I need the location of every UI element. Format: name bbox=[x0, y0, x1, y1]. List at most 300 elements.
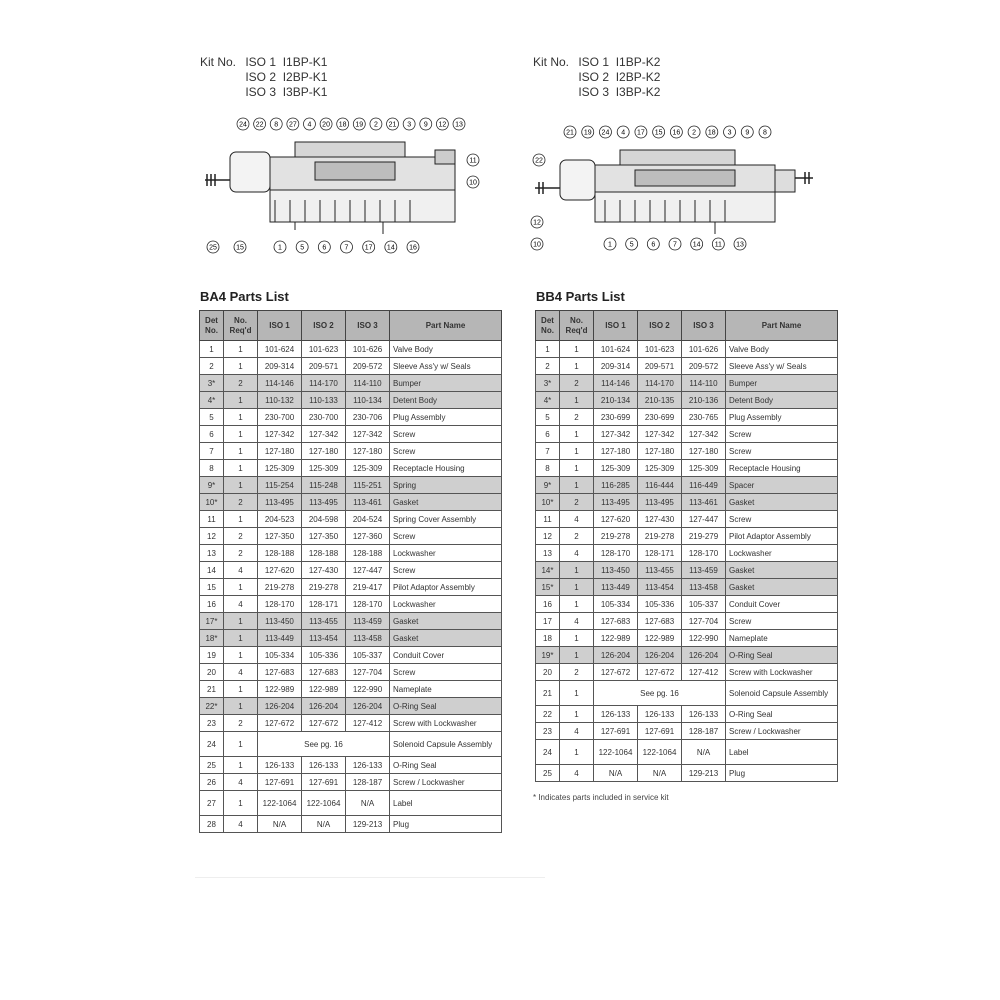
part-name-cell: Bumper bbox=[390, 375, 502, 392]
callout-number bbox=[741, 126, 753, 138]
det-no-cell: 23 bbox=[200, 715, 224, 732]
iso3-cell: 122-990 bbox=[346, 681, 390, 698]
iso2-cell: 114-170 bbox=[638, 375, 682, 392]
qty-cell: 1 bbox=[224, 341, 258, 358]
part-name-cell: Detent Body bbox=[726, 392, 838, 409]
callout-number bbox=[635, 126, 647, 138]
part-name-cell: Gasket bbox=[726, 579, 838, 596]
part-name-cell: O-Ring Seal bbox=[390, 757, 502, 774]
iso2-cell: 219-278 bbox=[638, 528, 682, 545]
part-name-cell: Nameplate bbox=[726, 630, 838, 647]
see-page-cell: See pg. 16 bbox=[258, 732, 390, 757]
iso2-cell: 113-455 bbox=[638, 562, 682, 579]
iso3-cell: 115-251 bbox=[346, 477, 390, 494]
iso1-cell: 127-672 bbox=[594, 664, 638, 681]
det-no-cell: 15 bbox=[200, 579, 224, 596]
callout-number bbox=[688, 126, 700, 138]
table-row bbox=[536, 613, 838, 630]
table-row bbox=[200, 791, 502, 816]
table-row bbox=[200, 732, 502, 757]
iso3-cell: 125-309 bbox=[346, 460, 390, 477]
det-no-cell: 16 bbox=[200, 596, 224, 613]
det-no-cell: 22 bbox=[536, 706, 560, 723]
part-name-cell: Screw bbox=[726, 613, 838, 630]
qty-cell: 1 bbox=[224, 681, 258, 698]
iso1-cell: 230-699 bbox=[594, 409, 638, 426]
qty-cell: 1 bbox=[560, 630, 594, 647]
callout-number bbox=[724, 126, 736, 138]
callout-number bbox=[387, 118, 399, 130]
iso1-cell: 204-523 bbox=[258, 511, 302, 528]
iso1-cell: 127-180 bbox=[258, 443, 302, 460]
qty-cell: 4 bbox=[224, 596, 258, 613]
iso2-cell: 127-691 bbox=[638, 723, 682, 740]
column-header: No. Req'd bbox=[224, 311, 258, 341]
part-name-cell: Bumper bbox=[726, 375, 838, 392]
iso1-cell: 127-683 bbox=[594, 613, 638, 630]
callout-number bbox=[617, 126, 629, 138]
iso1-cell: 113-450 bbox=[594, 562, 638, 579]
iso1-cell: 101-624 bbox=[258, 341, 302, 358]
table-header-row bbox=[200, 311, 502, 341]
callout-number bbox=[653, 126, 665, 138]
iso1-cell: 210-134 bbox=[594, 392, 638, 409]
callout-number bbox=[320, 118, 332, 130]
iso2-cell: 105-336 bbox=[302, 647, 346, 664]
callout-label: 24 bbox=[601, 129, 610, 137]
callout-number bbox=[564, 126, 576, 138]
qty-cell: 2 bbox=[560, 375, 594, 392]
iso1-cell: 127-691 bbox=[258, 774, 302, 791]
iso1-cell: 122-1064 bbox=[594, 740, 638, 765]
table-row bbox=[200, 630, 502, 647]
iso3-cell: 204-524 bbox=[346, 511, 390, 528]
iso1-cell: 128-170 bbox=[258, 596, 302, 613]
callout-label: 12 bbox=[438, 121, 447, 129]
qty-cell: 1 bbox=[224, 757, 258, 774]
callout-number bbox=[759, 126, 771, 138]
det-no-cell: 17* bbox=[200, 613, 224, 630]
part-name-cell: Screw bbox=[390, 562, 502, 579]
callout-number bbox=[337, 118, 349, 130]
callout-label: 27 bbox=[288, 121, 297, 129]
iso2-cell: 127-672 bbox=[302, 715, 346, 732]
iso1-cell: 126-133 bbox=[594, 706, 638, 723]
iso3-cell: 127-704 bbox=[682, 613, 726, 630]
callout-label: 12 bbox=[533, 219, 541, 227]
qty-cell: 2 bbox=[560, 494, 594, 511]
iso3-cell: 105-337 bbox=[346, 647, 390, 664]
qty-cell: 2 bbox=[224, 528, 258, 545]
iso2-cell: 127-180 bbox=[302, 443, 346, 460]
bb4-parts-list-title: BB4 Parts List bbox=[536, 289, 625, 304]
part-name-cell: Screw / Lockwasher bbox=[726, 723, 838, 740]
iso2-cell: 128-171 bbox=[302, 596, 346, 613]
qty-cell: 1 bbox=[224, 647, 258, 664]
qty-cell: 4 bbox=[560, 765, 594, 782]
callout-label: 11 bbox=[714, 241, 722, 249]
table-row bbox=[536, 681, 838, 706]
callout-label: 8 bbox=[274, 121, 279, 129]
callout-label: 7 bbox=[673, 241, 677, 249]
part-name-cell: Screw bbox=[390, 528, 502, 545]
part-name-cell: Lockwasher bbox=[726, 545, 838, 562]
det-no-cell: 7 bbox=[536, 443, 560, 460]
det-no-cell: 10* bbox=[200, 494, 224, 511]
iso3-cell: 101-626 bbox=[682, 341, 726, 358]
part-name-cell: Gasket bbox=[390, 613, 502, 630]
iso3-cell: N/A bbox=[682, 740, 726, 765]
iso3-cell: 126-204 bbox=[682, 647, 726, 664]
callout-label: 16 bbox=[409, 244, 417, 252]
iso2-cell: 110-133 bbox=[302, 392, 346, 409]
callout-label: 5 bbox=[300, 244, 305, 252]
det-no-cell: 24 bbox=[536, 740, 560, 765]
iso2-cell: 126-204 bbox=[302, 698, 346, 715]
iso3-cell: 113-459 bbox=[682, 562, 726, 579]
iso2-cell: 127-672 bbox=[638, 664, 682, 681]
qty-cell: 2 bbox=[560, 528, 594, 545]
callout-number bbox=[706, 126, 718, 138]
iso1-cell: 127-620 bbox=[258, 562, 302, 579]
table-row bbox=[536, 375, 838, 392]
part-name-cell: Plug bbox=[726, 765, 838, 782]
iso1-cell: 105-334 bbox=[594, 596, 638, 613]
table-row bbox=[536, 477, 838, 494]
qty-cell: 4 bbox=[224, 562, 258, 579]
iso2-cell: 113-495 bbox=[638, 494, 682, 511]
det-no-cell: 13 bbox=[536, 545, 560, 562]
kit-numbers-right bbox=[533, 55, 660, 100]
kit-row: ISO 3 I3BP-K1 bbox=[245, 85, 328, 99]
iso1-cell: 114-146 bbox=[594, 375, 638, 392]
table-row bbox=[536, 528, 838, 545]
iso3-cell: 128-170 bbox=[682, 545, 726, 562]
qty-cell: 1 bbox=[224, 392, 258, 409]
iso3-cell: 127-704 bbox=[346, 664, 390, 681]
callout-label: 14 bbox=[386, 244, 395, 252]
kit-row: Kit No. ISO 1 I1BP-K2 bbox=[533, 55, 661, 69]
callout-label: 17 bbox=[364, 244, 373, 252]
iso1-cell: 128-170 bbox=[594, 545, 638, 562]
iso2-cell: 127-683 bbox=[638, 613, 682, 630]
callout-label: 9 bbox=[745, 129, 750, 137]
callout-label: 20 bbox=[322, 121, 330, 129]
qty-cell: 4 bbox=[560, 723, 594, 740]
valve-diagram-bb4 bbox=[525, 120, 825, 260]
qty-cell: 2 bbox=[560, 409, 594, 426]
iso1-cell: 127-342 bbox=[258, 426, 302, 443]
iso3-cell: 113-461 bbox=[346, 494, 390, 511]
iso3-cell: 128-170 bbox=[346, 596, 390, 613]
table-row bbox=[536, 511, 838, 528]
callout-label: 10 bbox=[533, 241, 541, 249]
iso1-cell: 113-449 bbox=[594, 579, 638, 596]
kit-row: ISO 2 I2BP-K2 bbox=[578, 70, 661, 84]
det-no-cell: 5 bbox=[200, 409, 224, 426]
table-row bbox=[536, 664, 838, 681]
det-no-cell: 1 bbox=[536, 341, 560, 358]
part-name-cell: Screw / Lockwasher bbox=[390, 774, 502, 791]
table-row bbox=[200, 816, 502, 833]
qty-cell: 4 bbox=[224, 664, 258, 681]
iso2-cell: 209-571 bbox=[302, 358, 346, 375]
det-no-cell: 9* bbox=[200, 477, 224, 494]
iso1-cell: 125-309 bbox=[258, 460, 302, 477]
column-header: ISO 1 bbox=[258, 311, 302, 341]
kit-row: Kit No. ISO 1 I1BP-K1 bbox=[200, 55, 328, 69]
part-name-cell: Label bbox=[390, 791, 502, 816]
iso3-cell: 128-188 bbox=[346, 545, 390, 562]
det-no-cell: 16 bbox=[536, 596, 560, 613]
kit-numbers-left bbox=[200, 55, 327, 100]
qty-cell: 1 bbox=[224, 443, 258, 460]
table-row bbox=[200, 613, 502, 630]
part-name-cell: Plug Assembly bbox=[390, 409, 502, 426]
column-header: ISO 1 bbox=[594, 311, 638, 341]
iso1-cell: 127-620 bbox=[594, 511, 638, 528]
iso3-cell: 101-626 bbox=[346, 341, 390, 358]
kit-row: ISO 3 I3BP-K2 bbox=[578, 85, 661, 99]
callout-label: 22 bbox=[535, 157, 543, 165]
service-kit-footnote: * Indicates parts included in service kit bbox=[533, 793, 669, 802]
iso2-cell: 127-691 bbox=[302, 774, 346, 791]
iso3-cell: 209-572 bbox=[346, 358, 390, 375]
callout-number bbox=[647, 238, 659, 250]
callout-label: 21 bbox=[566, 129, 574, 137]
callout-label: 10 bbox=[469, 179, 477, 187]
iso2-cell: 122-989 bbox=[638, 630, 682, 647]
iso3-cell: 114-110 bbox=[346, 375, 390, 392]
iso1-cell: 114-146 bbox=[258, 375, 302, 392]
det-no-cell: 14 bbox=[200, 562, 224, 579]
table-row bbox=[200, 528, 502, 545]
iso3-cell: 127-342 bbox=[682, 426, 726, 443]
qty-cell: 1 bbox=[560, 460, 594, 477]
iso2-cell: 116-444 bbox=[638, 477, 682, 494]
det-no-cell: 7 bbox=[200, 443, 224, 460]
part-name-cell: Screw bbox=[390, 426, 502, 443]
qty-cell: 4 bbox=[560, 511, 594, 528]
callout-label: 1 bbox=[608, 241, 612, 249]
callout-number bbox=[318, 241, 330, 253]
table-row bbox=[200, 596, 502, 613]
iso3-cell: 126-204 bbox=[346, 698, 390, 715]
column-header: ISO 3 bbox=[346, 311, 390, 341]
iso1-cell: 122-1064 bbox=[258, 791, 302, 816]
callout-label: 3 bbox=[407, 121, 412, 129]
part-name-cell: Screw with Lockwasher bbox=[726, 664, 838, 681]
column-header: ISO 2 bbox=[638, 311, 682, 341]
kit-row: ISO 2 I2BP-K1 bbox=[245, 70, 328, 84]
qty-cell: 2 bbox=[224, 375, 258, 392]
iso3-cell: 219-279 bbox=[682, 528, 726, 545]
part-name-cell: Detent Body bbox=[390, 392, 502, 409]
callout-label: 24 bbox=[239, 121, 247, 129]
table-row bbox=[536, 443, 838, 460]
see-page-cell: See pg. 16 bbox=[594, 681, 726, 706]
qty-cell: 1 bbox=[560, 740, 594, 765]
iso2-cell: 101-623 bbox=[638, 341, 682, 358]
qty-cell: 1 bbox=[224, 511, 258, 528]
table-row bbox=[200, 409, 502, 426]
qty-cell: 1 bbox=[560, 341, 594, 358]
det-no-cell: 8 bbox=[200, 460, 224, 477]
table-row bbox=[536, 630, 838, 647]
callout-label: 2 bbox=[373, 121, 378, 129]
part-name-cell: Conduit Cover bbox=[390, 647, 502, 664]
iso3-cell: 113-461 bbox=[682, 494, 726, 511]
table-row bbox=[536, 765, 838, 782]
table-row bbox=[200, 443, 502, 460]
det-no-cell: 19* bbox=[536, 647, 560, 664]
part-name-cell: Screw with Lockwasher bbox=[390, 715, 502, 732]
callout-number bbox=[467, 176, 479, 188]
table-header-row bbox=[536, 311, 838, 341]
iso1-cell: 127-180 bbox=[594, 443, 638, 460]
table-row bbox=[200, 664, 502, 681]
callout-number bbox=[303, 118, 315, 130]
iso3-cell: 113-458 bbox=[346, 630, 390, 647]
callout-number bbox=[467, 154, 479, 166]
table-row bbox=[536, 706, 838, 723]
part-name-cell: Gasket bbox=[726, 494, 838, 511]
det-no-cell: 22* bbox=[200, 698, 224, 715]
callout-number bbox=[407, 241, 419, 253]
det-no-cell: 4* bbox=[200, 392, 224, 409]
callout-label: 15 bbox=[236, 244, 244, 252]
iso3-cell: N/A bbox=[346, 791, 390, 816]
table-row bbox=[536, 596, 838, 613]
part-name-cell: Plug bbox=[390, 816, 502, 833]
part-name-cell: Receptacle Housing bbox=[390, 460, 502, 477]
table-row bbox=[536, 562, 838, 579]
table-row bbox=[200, 358, 502, 375]
divider bbox=[195, 877, 545, 878]
det-no-cell: 6 bbox=[200, 426, 224, 443]
det-no-cell: 21 bbox=[536, 681, 560, 706]
callout-label: 2 bbox=[692, 129, 697, 137]
callout-number bbox=[353, 118, 365, 130]
table-row bbox=[200, 757, 502, 774]
part-name-cell: Screw bbox=[390, 443, 502, 460]
callout-number bbox=[626, 238, 638, 250]
part-name-cell: Pilot Adaptor Assembly bbox=[390, 579, 502, 596]
callout-number bbox=[341, 241, 353, 253]
callout-number bbox=[270, 118, 282, 130]
qty-cell: 1 bbox=[560, 596, 594, 613]
part-name-cell: Receptacle Housing bbox=[726, 460, 838, 477]
callout-number bbox=[531, 238, 543, 250]
table-row bbox=[200, 477, 502, 494]
iso2-cell: 127-350 bbox=[302, 528, 346, 545]
callout-number bbox=[420, 118, 432, 130]
callout-label: 19 bbox=[583, 129, 592, 137]
iso3-cell: 126-133 bbox=[346, 757, 390, 774]
qty-cell: 2 bbox=[224, 715, 258, 732]
callout-label: 15 bbox=[654, 129, 663, 137]
part-name-cell: Gasket bbox=[726, 562, 838, 579]
det-no-cell: 23 bbox=[536, 723, 560, 740]
table-row bbox=[200, 426, 502, 443]
qty-cell: 1 bbox=[560, 358, 594, 375]
qty-cell: 1 bbox=[560, 579, 594, 596]
table-row bbox=[536, 409, 838, 426]
part-name-cell: Pilot Adaptor Assembly bbox=[726, 528, 838, 545]
iso2-cell: 128-188 bbox=[302, 545, 346, 562]
table-row bbox=[200, 681, 502, 698]
iso3-cell: 219-417 bbox=[346, 579, 390, 596]
table-row bbox=[536, 494, 838, 511]
callout-label: 16 bbox=[672, 129, 681, 137]
qty-cell: 1 bbox=[224, 460, 258, 477]
part-name-cell: Solenoid Capsule Assembly bbox=[726, 681, 838, 706]
part-name-cell: Lockwasher bbox=[390, 545, 502, 562]
callout-label: 8 bbox=[763, 129, 767, 137]
iso3-cell: 129-213 bbox=[346, 816, 390, 833]
callout-number bbox=[287, 118, 299, 130]
part-name-cell: Screw bbox=[390, 664, 502, 681]
valve-diagram-ba4 bbox=[195, 112, 495, 262]
iso3-cell: 129-213 bbox=[682, 765, 726, 782]
iso2-cell: 127-683 bbox=[302, 664, 346, 681]
det-no-cell: 12 bbox=[200, 528, 224, 545]
iso2-cell: 204-598 bbox=[302, 511, 346, 528]
callout-number bbox=[237, 118, 249, 130]
qty-cell: 2 bbox=[560, 664, 594, 681]
iso3-cell: 127-447 bbox=[682, 511, 726, 528]
iso2-cell: 230-700 bbox=[302, 409, 346, 426]
iso2-cell: 113-495 bbox=[302, 494, 346, 511]
callout-number bbox=[385, 241, 397, 253]
table-row bbox=[200, 562, 502, 579]
qty-cell: 1 bbox=[560, 706, 594, 723]
callout-number bbox=[712, 238, 724, 250]
det-no-cell: 28 bbox=[200, 816, 224, 833]
part-name-cell: Spring bbox=[390, 477, 502, 494]
callout-number bbox=[234, 241, 246, 253]
iso2-cell: 122-989 bbox=[302, 681, 346, 698]
part-name-cell: Screw bbox=[726, 443, 838, 460]
qty-cell: 1 bbox=[224, 477, 258, 494]
callout-label: 4 bbox=[307, 121, 312, 129]
iso1-cell: 127-691 bbox=[594, 723, 638, 740]
callout-number bbox=[403, 118, 415, 130]
iso2-cell: 209-571 bbox=[638, 358, 682, 375]
callout-label: 4 bbox=[621, 129, 626, 137]
iso3-cell: 127-412 bbox=[682, 664, 726, 681]
det-no-cell: 27 bbox=[200, 791, 224, 816]
det-no-cell: 20 bbox=[536, 664, 560, 681]
det-no-cell: 18* bbox=[200, 630, 224, 647]
iso2-cell: 122-1064 bbox=[302, 791, 346, 816]
qty-cell: 1 bbox=[224, 791, 258, 816]
table-row bbox=[536, 740, 838, 765]
det-no-cell: 14* bbox=[536, 562, 560, 579]
iso2-cell: 127-180 bbox=[638, 443, 682, 460]
iso2-cell: 128-171 bbox=[638, 545, 682, 562]
part-name-cell: Solenoid Capsule Assembly bbox=[390, 732, 502, 757]
iso2-cell: 122-1064 bbox=[638, 740, 682, 765]
callout-label: 11 bbox=[469, 157, 477, 165]
det-no-cell: 25 bbox=[536, 765, 560, 782]
callout-label: 14 bbox=[692, 241, 701, 249]
iso1-cell: 105-334 bbox=[258, 647, 302, 664]
callout-label: 7 bbox=[344, 244, 349, 252]
callout-number bbox=[453, 118, 465, 130]
det-no-cell: 26 bbox=[200, 774, 224, 791]
iso3-cell: 113-458 bbox=[682, 579, 726, 596]
